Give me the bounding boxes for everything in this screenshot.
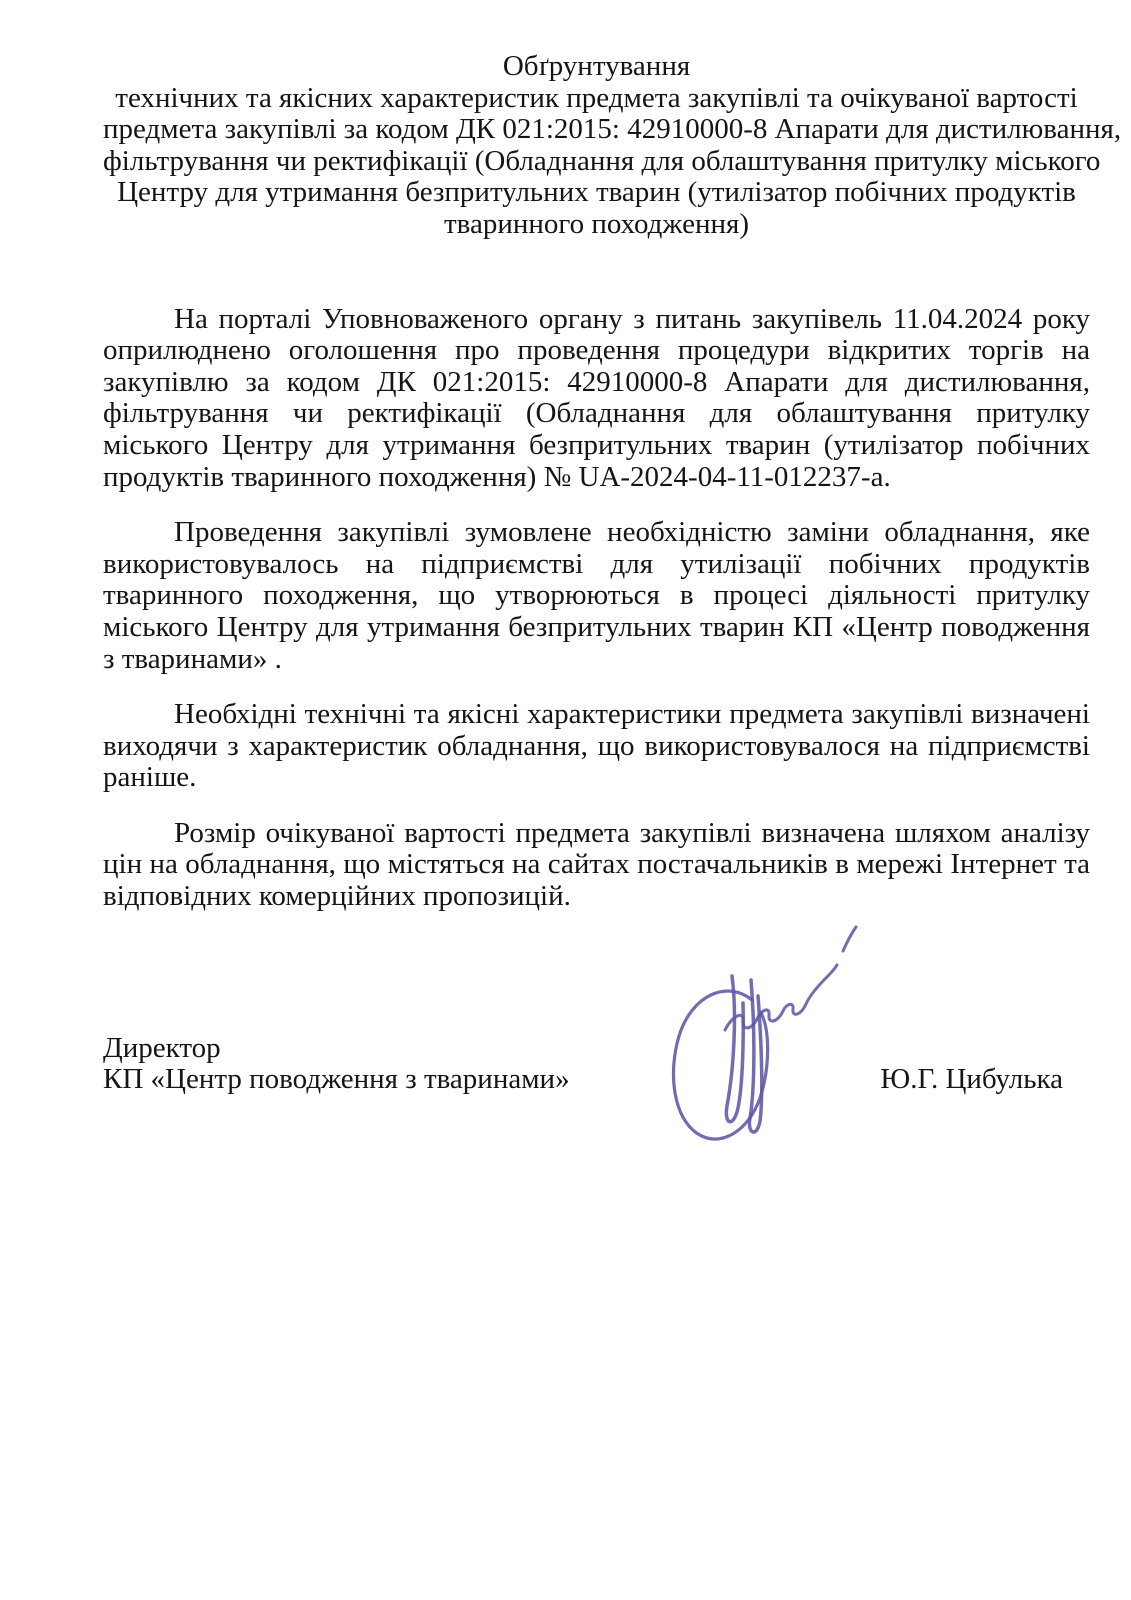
signature-signer-role (103, 1033, 570, 1096)
body-paragraph-announcement: На порталі Уповноваженого органу з питань закупівель 11.04.2024 року оприлюднено оголошення про проведення процедури відкритих торгів на закупівлю за кодом ДК 021:2015: 42910000-8 Апарати для дистилювання, фільтрування чи ректифікації (Обладнання для облаштування притулку міського Центру для утримання безпритульних тварин (утилізатор побічних продуктів тваринного походження) № UA-2024-04-11-012237-а. (103, 302, 1090, 493)
signature-role-line: Директор (103, 1031, 221, 1064)
body-paragraph-reason: Проведення закупівлі зумовлене необхідністю заміни обладнання, яке використовувалось на підприємстві для утилізації побічних продуктів тваринного походження, що утворюються в процесі діяльності притулку міського Центру для утримання безпритульних тварин КП «Центр поводження з тваринами» . (103, 516, 1090, 675)
title-line: фільтрування чи ректифікації (Обладнання для облаштування притулку міського (103, 144, 1101, 177)
signature-signer-name: Ю.Г. Цибулька (880, 1063, 1063, 1096)
signature-block (103, 1033, 1090, 1096)
title-line: технічних та якісних характеристик предмета закупівлі та очікуваної вартості (115, 81, 1078, 114)
body-paragraph-characteristics: Необхідні технічні та якісні характеристики предмета закупівлі визначені виходячи з характеристик обладнання, що використовувалося на підприємстві раніше. (103, 698, 1090, 794)
signature-org-line: КП «Центр поводження з тваринами» (103, 1063, 570, 1096)
title-line: Центру для утримання безпритульних тварин (утилізатор побічних продуктів (117, 176, 1076, 209)
document-title (103, 50, 1122, 241)
title-line: предмета закупівлі за кодом ДК 021:2015: 42910000-8 Апарати для дистилювання, (103, 113, 1122, 146)
title-line: Обґрунтування (502, 50, 691, 82)
title-line: тваринного походження) (443, 207, 749, 240)
body-paragraph-expected-value: Розмір очікуваної вартості предмета закупівлі визначена шляхом аналізу цін на обладнання, що містяться на сайтах постачальників в мережі Інтернет та відповідних комерційних пропозицій. (103, 816, 1090, 913)
